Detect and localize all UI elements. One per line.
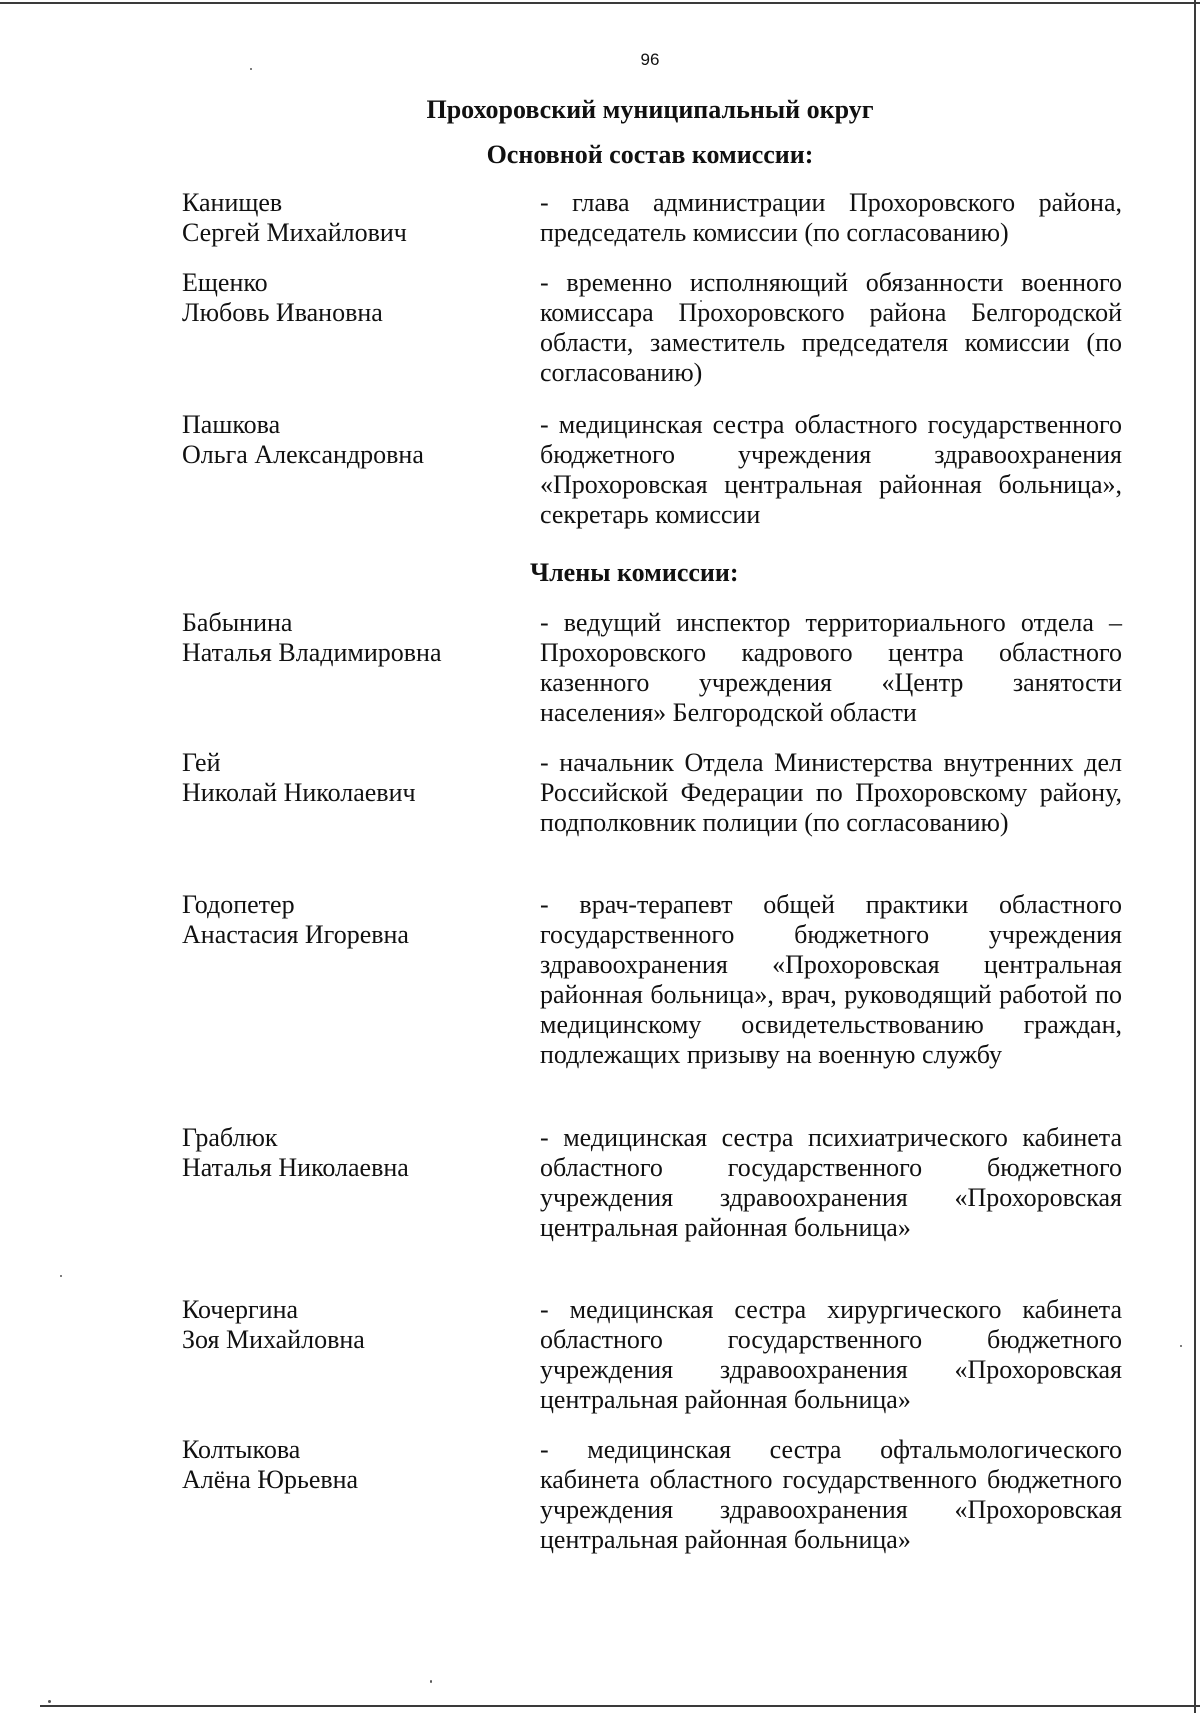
member-description: - врач-терапевт общей практики областного государственного бюджетного учреждения здравоохранения «Прохоровская центральная районная больница», врач, руководящий работой по медицинскому освидетельствованию граждан, подлежащих призыву на военную службу [540,890,1122,1069]
member-description: - медицинская сестра областного государственного бюджетного учреждения здравоохранения «Прохоровская центральная районная больница», секретарь комиссии [540,410,1122,529]
page-border-top [0,2,1200,4]
member-description: - медицинская сестра психиатрического кабинета областного государственного бюджетного учреждения здравоохранения «Прохоровская центральная районная больница» [540,1123,1122,1242]
member-given-names: Наталья Владимировна [182,638,442,667]
member-description: - медицинская сестра хирургического кабинета областного государственного бюджетного учреждения здравоохранения «Прохоровская центральная районная больница» [540,1295,1122,1414]
member-description: - медицинская сестра офтальмологического кабинета областного государственного бюджетного учреждения здравоохранения «Прохоровская центральная районная больница» [540,1435,1122,1554]
member-name [182,1295,502,1355]
page-border-bottom [40,1705,1200,1707]
member-name [182,1435,502,1495]
member-name [182,608,502,668]
member-given-names: Наталья Николаевна [182,1153,409,1182]
member-description: - глава администрации Прохоровского района, председатель комиссии (по согласованию) [540,188,1122,247]
member-description: - начальник Отдела Министерства внутренних дел Российской Федерации по Прохоровскому району, подполковник полиции (по согласованию) [540,748,1122,837]
member-name [182,748,502,808]
member-given-names: Зоя Михайловна [182,1325,365,1354]
member-name [182,410,502,470]
member-surname: Колтыкова [182,1435,301,1464]
member-given-names: Алёна Юрьевна [182,1465,359,1494]
member-description: - временно исполняющий обязанности военного комиссара Прохоровского района Белгородской области, заместитель председателя комиссии (по согласованию) [540,268,1122,387]
member-given-names: Николай Николаевич [182,778,416,807]
member-surname: Ещенко [182,268,268,297]
member-surname: Граблюк [182,1123,278,1152]
member-given-names: Любовь Ивановна [182,298,383,327]
member-name [182,1123,502,1183]
member-name [182,890,502,950]
member-given-names: Анастасия Игоревна [182,920,409,949]
member-surname: Канищев [182,188,283,217]
member-name [182,188,502,248]
member-name [182,268,502,328]
member-surname: Кочергина [182,1295,299,1324]
member-given-names: Ольга Александровна [182,440,424,469]
page-border-right [1194,0,1196,1713]
member-given-names: Сергей Михайлович [182,218,407,247]
member-surname: Бабынина [182,608,293,637]
main-composition-heading: Основной состав комиссии: [486,140,814,169]
member-surname: Пашкова [182,410,281,439]
member-description: - ведущий инспектор территориального отдела – Прохоровского кадрового центра областного казенного учреждения «Центр занятости населения» Белгородской области [540,608,1122,727]
members-heading: Члены комиссии: [530,558,739,587]
member-surname: Годопетер [182,890,295,919]
member-surname: Гей [182,748,221,777]
page-number: 96 [640,50,660,69]
document-title: Прохоровский муниципальный округ [426,95,874,124]
